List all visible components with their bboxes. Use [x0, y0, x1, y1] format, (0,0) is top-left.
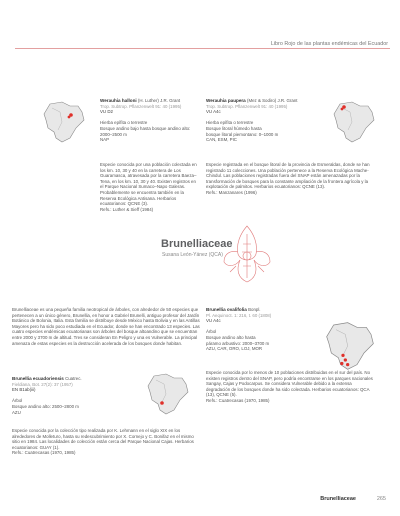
species-publication: Trop. Subtrop. Pflanzenwelt 91: 40 (1995) — [100, 103, 182, 109]
species-publication: Trop. Subtrop. Pflanzenwelt 91: 40 (1995) — [206, 103, 288, 109]
species-entry — [206, 307, 318, 352]
map-brunellia-ecuadoriensis — [144, 370, 192, 423]
locality-dot — [340, 362, 343, 365]
locality-dot — [341, 354, 344, 357]
species-name: Brunellia ovalifolia — [206, 307, 247, 312]
map-werauhia-halloni — [40, 98, 88, 151]
habitat-line: Bosque andino alto: 2500–2800 m — [12, 403, 79, 409]
brunellia-flower-illustration — [218, 222, 276, 293]
species-refs: Refs.: Manzanares (1996) — [206, 189, 257, 195]
habitat-line: Bosque litoral húmedo hasta — [206, 125, 262, 131]
habitat-line: Árbol — [206, 329, 217, 335]
habitat-line: CAN, ESM, PIC — [206, 137, 237, 143]
habitat-line: Bosque andino alto hasta — [206, 334, 256, 340]
family-author: Susana León-Yánez (QCA) — [162, 252, 223, 258]
species-refs: Refs.: Cuatrecasas (1970, 1985) — [206, 397, 270, 403]
species-authority: (H. Luther) J.R. Grant — [137, 98, 181, 103]
species-authority: Cuatrec. — [65, 376, 82, 381]
family-title: Brunelliaceae — [161, 238, 233, 250]
habitat-line: AZU, CAR, ORO, LOJ, MOR — [206, 346, 263, 352]
species-name: Werauhia halloni — [100, 98, 137, 103]
page-number: 265 — [376, 496, 386, 502]
conservation-status: VU A4c — [206, 318, 221, 324]
habitat-line: NAP — [100, 137, 110, 143]
habitat-line: páramo arbustivo: 2000–3700 m — [206, 340, 270, 346]
locality-dot — [344, 358, 347, 361]
header-rule — [15, 48, 390, 49]
species-name: Werauhia paupera — [206, 98, 246, 103]
species-description: Especie conocida por una población colectada en los km. 10, 30 y 40 en la carretera de Los Guaramasca, atravesada por la carretera Baeza–Tena, en los km. 10, 30 y 40. Existen registros en el Parque Nacional Sumaco–Napo Galeras. Probablemente se encuentra también en la Reserva Ecológica Antisana. Herbarios ecuatorianos: QCNE (3). Refs.: Luther & Sieff (1984) — [100, 162, 197, 212]
species-entry — [12, 376, 140, 415]
habitat-line: Árbol — [12, 398, 23, 404]
family-intro: Brunelliaceae es una pequeña familia neotropical de árboles, con alrededor de 50 especies que pertenecen a un único género, Brunellia, en honor a Gabriel Brunelli, antiguo profesor del Jardín Botánico de Bolonia, Italia. Esta familia se distribuye desde México hasta Bolivia y en las Antillas Mayores pero ha sido poco estudiada en el Ecuador, donde se han encontrado 13 especies. Las cuatro especies endémicas ecuatorianas son árboles del bosque altoandino que se encuentran entre 2000 y 3700 m de altitud. Tres se consideran En Peligro y una es Vulnerable. La principal amenaza de estas especies es la destrucción acelerada de los bosques donde habitan. — [12, 307, 200, 346]
conservation-status: VU D2 — [100, 109, 113, 115]
habitat-line: bosque litoral piemontano: 0–1000 m — [206, 131, 279, 137]
species-refs: Refs.: Cuatrecasas (1970, 1985) — [12, 450, 76, 456]
species-entry — [100, 98, 196, 143]
habitat-line: Hierba epífita o terrestre — [100, 120, 148, 126]
habitat-line: Bosque andino bajo hasta bosque andino alto: — [100, 125, 191, 131]
conservation-status: VU A4c — [206, 109, 221, 115]
species-name: Brunellia ecuadoriensis — [12, 376, 64, 381]
species-authority: Bonpl. — [248, 307, 261, 312]
species-publication: Fieldiana, Bot. 27(2): 37 (1957) — [12, 381, 73, 387]
species-description: Especie conocida por lo menos de 10 poblaciones distribuidas en el sur del país. No existen registros dentro del SNAP, pero podría encontrarse en los parques nacionales Sangay, Cajas y Podocarpus. Se considera Vulnerable debido a la extensa degradación de los bosques donde ha sido colectada. Herbarios ecuatorianos: QCA (13), QCNE (5). Refs.: Cuatrecasas (1970, 1985) — [206, 370, 376, 404]
habitat-line: AZU — [12, 409, 21, 415]
footer-family-name: Brunelliaceae — [320, 496, 356, 502]
habitat-line: 2000–2500 m — [100, 131, 127, 137]
locality-dot — [346, 363, 349, 366]
species-description: Especie conocida por la colección tipo realizada por K. Lehmann en el siglo XIX en los alrededores de Molleturo, hasta su redescubrimiento por X. Cornejo y C. Bonifaz en el mismo sitio en 1984. Las localidades de colección están cerca del Parque Nacional Cajas. Herbarios ecuatorianos: GUAY (1). Refs.: Cuatrecasas (1970, 1985) — [12, 428, 200, 456]
locality-dot — [68, 116, 71, 119]
book-title: Libro Rojo de las plantas endémicas del Ecuador — [267, 41, 388, 47]
species-publication: Pl. Aequinoct. 1: 216, t. 60 (1808) — [206, 312, 272, 318]
conservation-status: EN B1ab(iii) — [12, 387, 36, 393]
species-authority: (Mez & Sodiro) J.R. Grant — [246, 98, 298, 103]
habitat-line: Hierba epífita o terrestre — [206, 120, 254, 126]
species-entry — [206, 98, 324, 143]
map-werauhia-paupera — [330, 98, 378, 151]
species-description: Especie registrada en el bosque litoral de la provincia de Esmeraldas, donde se han registrado 11 colecciones. Una población pertenece a la Reserva Ecológica Mache-Chindul. Las poblaciones registradas fuera del SNAP están amenazadas por la transformación de bosques para la constante ampliación de la frontera agrícola y la explotación de palmitos. Herbarios ecuatorianos: QCNE (13). Refs.: Manzanares (1996) — [206, 162, 376, 196]
species-refs: Refs.: Luther & Sieff (1984) — [100, 206, 154, 212]
locality-dot — [341, 108, 344, 111]
locality-dot — [160, 401, 164, 405]
